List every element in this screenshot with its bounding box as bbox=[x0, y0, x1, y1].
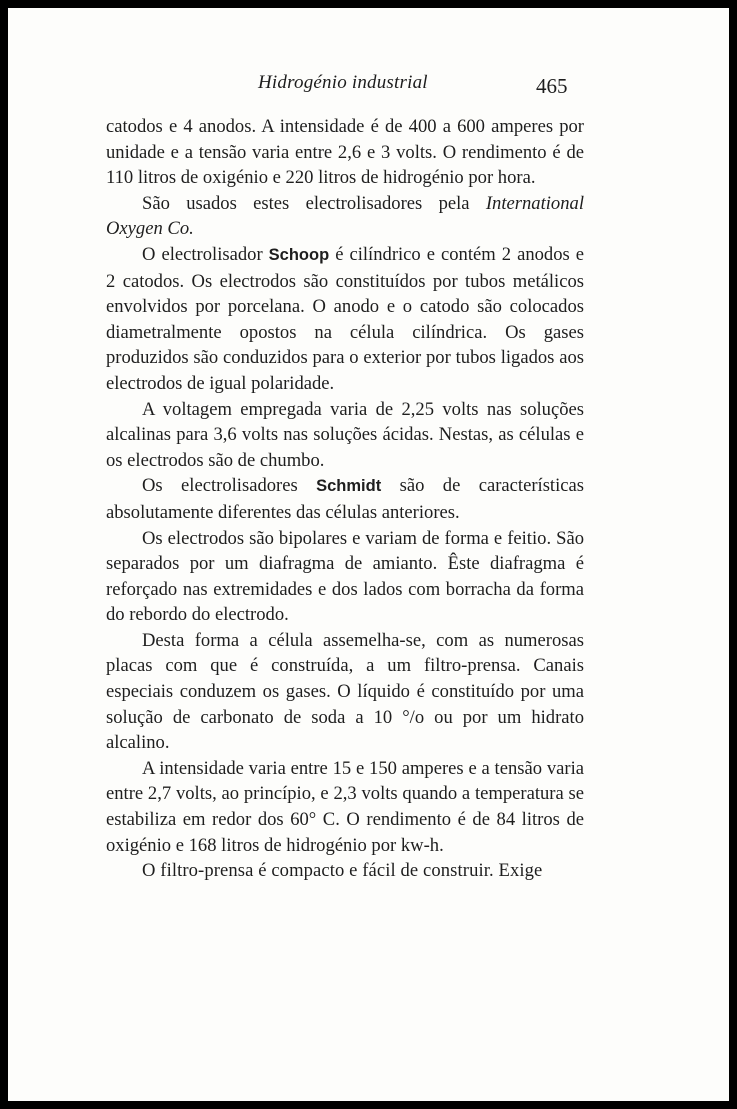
paragraph-8: A intensidade varia entre 15 e 150 amperes e a tensão varia entre 2,7 volts, ao princípio, e 2,3 volts quando a temperatura se estabiliza em redor dos 60° C. O rendimento é de 84 litros de oxigénio e 168 litros de hidrogénio por kw-h. bbox=[106, 757, 584, 856]
schmidt-name: Schmidt bbox=[316, 477, 382, 496]
paragraph-3-start: O electrolisador bbox=[142, 243, 263, 265]
paragraph-4: A voltagem empregada varia de 2,25 volts nas soluções alcalinas para 3,6 volts nas soluções ácidas. Nestas, as células e os electrodos são de chumbo. bbox=[106, 398, 584, 471]
paragraph-9: O filtro-prensa é compacto e fácil de construir. Exige bbox=[142, 860, 543, 882]
page-header bbox=[8, 72, 729, 100]
paragraph-5 bbox=[106, 473, 584, 525]
schoop-name: Schoop bbox=[268, 245, 330, 264]
paragraph-6: Os electrodos são bipolares e variam de forma e feitio. São separados por um diafragma de amianto. Êste diafragma é reforçado nas extremidades e dos lados com borracha da forma do rebordo do electrodo. bbox=[106, 527, 584, 626]
book-page bbox=[8, 8, 729, 1101]
paragraph-1: catodos e 4 anodos. A intensidade é de 400 a 600 amperes por unidade e a tensão varia entre 2,6 e 3 volts. O rendimento é de 110 litros de oxigénio e 220 litros de hidrogénio por hora. bbox=[106, 116, 584, 189]
company-name: International Oxygen Co. bbox=[106, 192, 584, 240]
paragraph-3-rest: é cilíndrico e contém 2 anodos e 2 catodos. Os electrodos são constituídos por tubos metálicos envolvidos por porcelana. O anodo e o catodo são colocados diametralmente opostos na célula cilíndrica. Os gases produzidos são conduzidos para o exterior por tubos ligados aos electrodos de igual polaridade. bbox=[106, 243, 585, 394]
paragraph-2-text: São usados estes electrolisadores pela bbox=[142, 192, 470, 214]
paragraph-7: Desta forma a célula assemelha-se, com as numerosas placas com que é construída, a um filtro-prensa. Canais especiais conduzem os gases. O líquido é constituído por uma solução de carbonato de soda a 10 °/o ou por um hidrato alcalino. bbox=[106, 629, 584, 754]
paragraph-5-start: Os electrolisadores bbox=[142, 475, 298, 497]
running-title: Hidrogénio industrial bbox=[258, 72, 428, 93]
page-number: 465 bbox=[536, 74, 568, 98]
paragraph-3 bbox=[106, 242, 584, 397]
paragraph-5-rest: são de características absolutamente diferentes das células anteriores. bbox=[106, 475, 584, 523]
body-text bbox=[106, 114, 584, 884]
paragraph-2 bbox=[106, 191, 584, 242]
